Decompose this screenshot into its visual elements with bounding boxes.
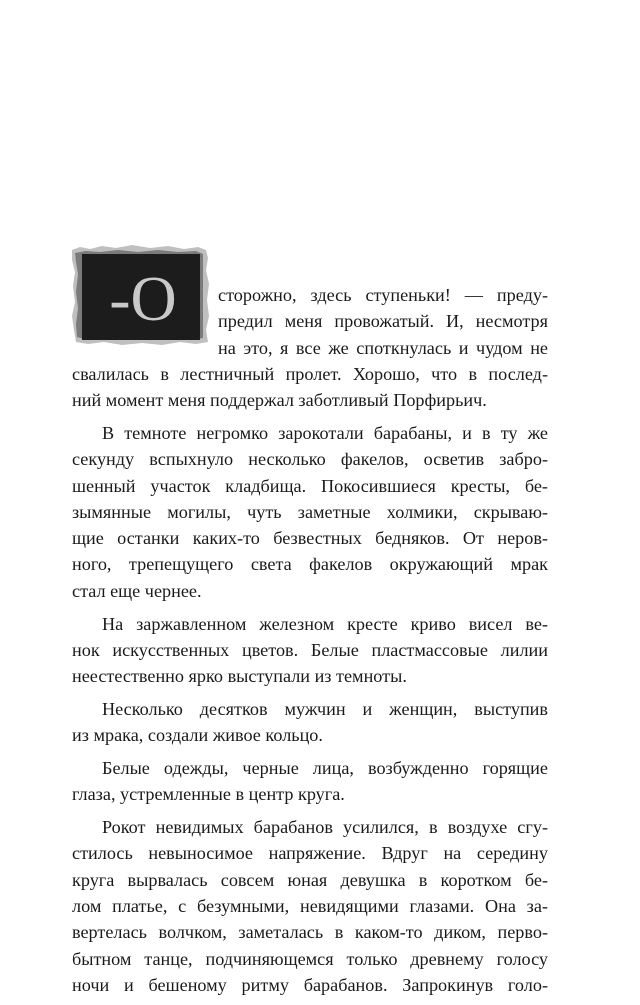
text-line: В темноте негромко зарокотали барабаны, и в ту же [102,422,548,443]
body-text [72,282,548,1005]
text-line: круга вырвалась совсем юная девушка в коротком бе- [72,869,548,890]
text-line: щие останки каких-то безвестных бедняков. От неров- [72,528,548,549]
text-line: лом платье, с безумными, невидящими глазами. Она за- [72,896,548,917]
paragraph [72,282,548,413]
text-line: предил меня провожатый. И, несмотря [218,311,548,332]
paragraph [72,420,548,604]
text-line: нок искусственных цветов. Белые пластмассовые лилии [72,639,548,660]
text-line: глаза, устремленные в центр круга. [72,784,345,805]
drop-cap-letter: -О [109,263,177,334]
text-line: стал еще чернее. [72,580,202,601]
text-line: Несколько десятков мужчин и женщин, выступив [102,698,548,719]
text-line: сторожно, здесь ступеньки! — преду- [218,285,548,305]
paragraph [72,611,548,690]
text-line: бытном танце, подчиняющемся только древнему голосу [72,948,548,969]
text-line: на это, я все же споткнулась и чудом не [218,337,548,358]
paragraph [72,755,548,808]
paragraph [72,814,548,998]
paragraph [72,696,548,749]
text-line: зымянные могилы, чуть заметные холмики, скрываю- [72,501,548,522]
text-line: вертелась волчком, заметалась в каком-то диком, перво- [72,922,548,943]
text-line: Белые одежды, черные лица, возбужденно горящие [102,758,548,779]
text-line: шенный участок кладбища. Покосившиеся кресты, бе- [72,475,548,496]
text-line: свалилась в лестничный пролет. Хорошо, что в послед- [72,363,548,384]
text-line: Рокот невидимых барабанов усилился, в воздухе сгу- [102,817,548,838]
text-line: На заржавленном железном кресте криво висел ве- [102,613,548,634]
text-line: ного, трепещущего света факелов окружающий мрак [72,554,548,575]
text-line: неестественно ярко выступали из темноты. [72,666,407,687]
text-line: ночи и бешеному ритму барабанов. Запрокинув голо- [72,974,548,995]
text-line: стилось невыносимое напряжение. Вдруг на середину [72,843,548,864]
text-line: секунду вспыхнуло несколько факелов, осветив забро- [72,449,548,470]
text-line: из мрака, создали живое кольцо. [72,725,323,746]
text-line: ний момент меня поддержал заботливый Порфирьич. [72,390,487,411]
